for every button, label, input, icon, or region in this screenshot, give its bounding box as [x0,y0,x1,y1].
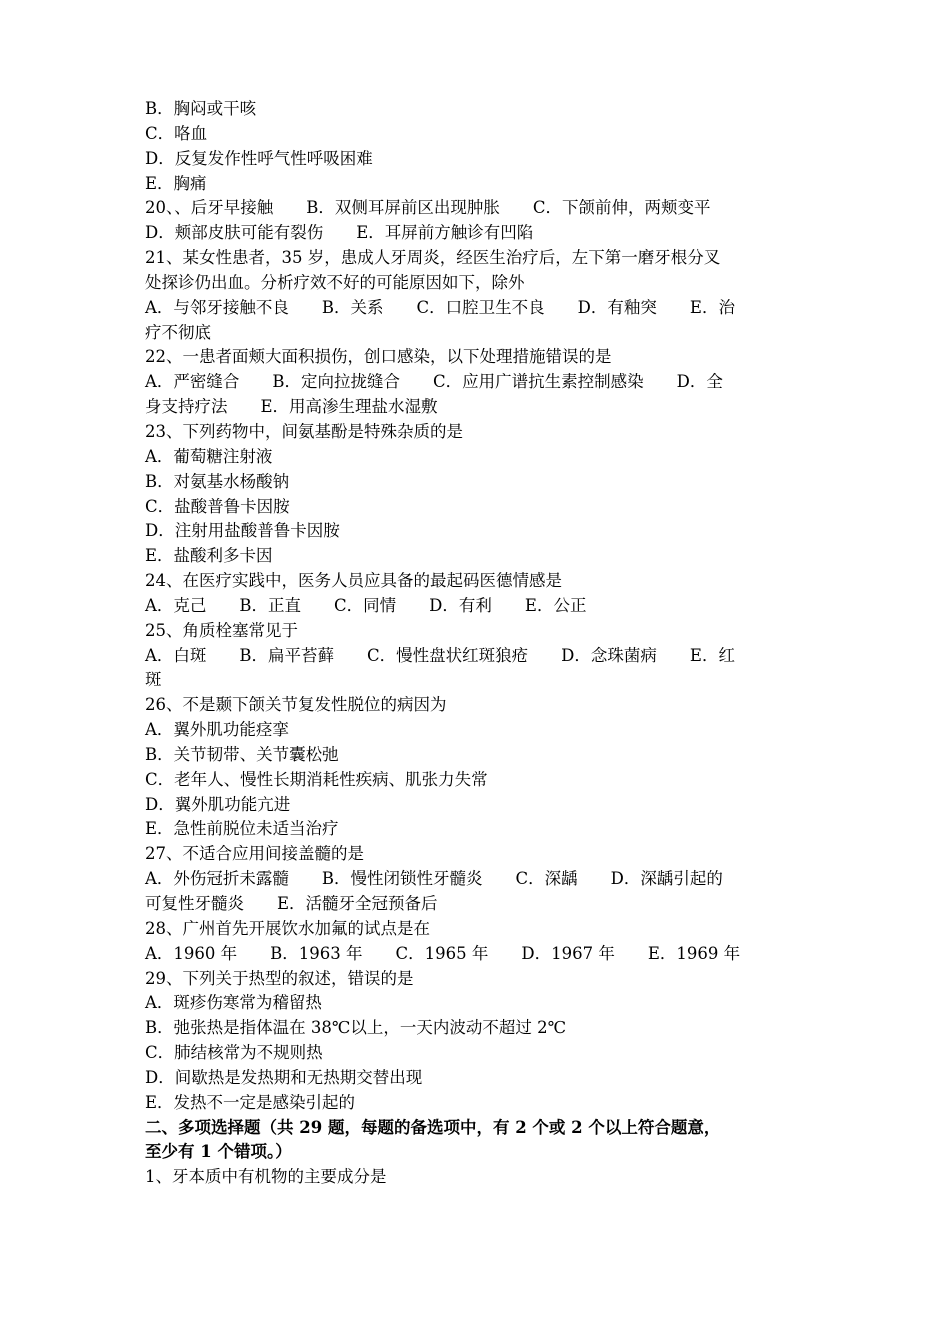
text-line: B．对氨基水杨酸钠 [145,471,290,491]
question-20-line: 20、、后牙早接触 B．双侧耳屏前区出现肿胀 C．下颌前伸，两颊变平 [145,198,711,218]
text-line: D．间歇热是发热期和无热期交替出现 [145,1067,423,1087]
question-text-block [145,97,810,1190]
text-line: E．盐酸利多卡因 [145,546,273,566]
text-line: A．与邻牙接触不良 B．关系 C．口腔卫生不良 D．有釉突 E．治 [145,297,735,317]
text-line: C．咯血 [145,123,208,143]
text-line: E．胸痛 [145,173,207,193]
text-line: 斑 [145,670,162,690]
question-24-line: 24、在医疗实践中，医务人员应具备的最起码医德情感是 [145,571,562,591]
question-29-line: 29、下列关于热型的叙述，错误的是 [145,968,414,988]
text-line: B．关节韧带、关节囊松弛 [145,744,339,764]
text-line: D．反复发作性呼气性呼吸困难 [145,148,373,168]
question-25-line: 25、角质栓塞常见于 [145,620,298,640]
text-line: A．外伤冠折未露髓 B．慢性闭锁性牙髓炎 C．深龋 D．深龋引起的 [145,869,723,889]
section-heading: 二、多项选择题（共 29 题，每题的备选项中，有 2 个或 2 个以上符合题意， [145,1117,721,1137]
text-line: D．颊部皮肤可能有裂伤 E．耳屏前方触诊有凹陷 [145,223,534,243]
text-line: A．斑疹伤寒常为稽留热 [145,993,322,1013]
text-line: E．发热不一定是感染引起的 [145,1092,356,1112]
text-line: A．白斑 B．扁平苔藓 C．慢性盘状红斑狼疮 D．念珠菌病 E．红 [145,645,735,665]
text-line: D．注射用盐酸普鲁卡因胺 [145,521,340,541]
section-heading-cont: 至少有 1 个错项。） [145,1142,292,1162]
question-26-line: 26、不是颞下颌关节复发性脱位的病因为 [145,695,447,715]
text-line: 可复性牙髓炎 E．活髓牙全冠预备后 [145,894,438,913]
question-28-line: 28、广州首先开展饮水加氟的试点是在 [145,918,430,938]
text-line: A．严密缝合 B．定向拉拢缝合 C．应用广谱抗生素控制感染 D．全 [145,372,723,392]
text-line: D．翼外肌功能亢进 [145,794,291,814]
text-line: C．肺结核常为不规则热 [145,1043,323,1063]
text-line: A．翼外肌功能痉挛 [145,720,289,740]
question-1-line: 1、牙本质中有机物的主要成分是 [145,1167,387,1187]
text-line: C．老年人、慢性长期消耗性疾病、肌张力失常 [145,769,488,789]
question-23-line: 23、下列药物中，间氨基酚是特殊杂质的是 [145,421,463,441]
text-line: 疗不彻底 [145,322,211,342]
text-line: B．弛张热是指体温在 38℃以上，一天内波动不超过 2℃ [145,1018,567,1038]
text-line: A．克己 B．正直 C．同情 D．有利 E．公正 [145,595,587,615]
question-21-line: 21、某女性患者，35 岁，患成人牙周炎，经医生治疗后，左下第一磨牙根分叉 [145,248,721,268]
text-line: 身支持疗法 E．用高渗生理盐水湿敷 [145,397,438,417]
text-line: C．盐酸普鲁卡因胺 [145,496,290,516]
text-line: B．胸闷或干咳 [145,99,257,118]
question-22-line: 22、一患者面颊大面积损伤，创口感染，以下处理措施错误的是 [145,347,612,367]
text-line: 处探诊仍出血。分析疗效不好的可能原因如下，除外 [145,272,525,292]
question-27-line: 27、不适合应用间接盖髓的是 [145,844,364,864]
text-line: A．葡萄糖注射液 [145,446,273,466]
text-line: A．1960 年 B．1963 年 C．1965 年 D．1967 年 E．1969 年 [145,943,741,963]
text-line: E．急性前脱位未适当治疗 [145,819,339,839]
